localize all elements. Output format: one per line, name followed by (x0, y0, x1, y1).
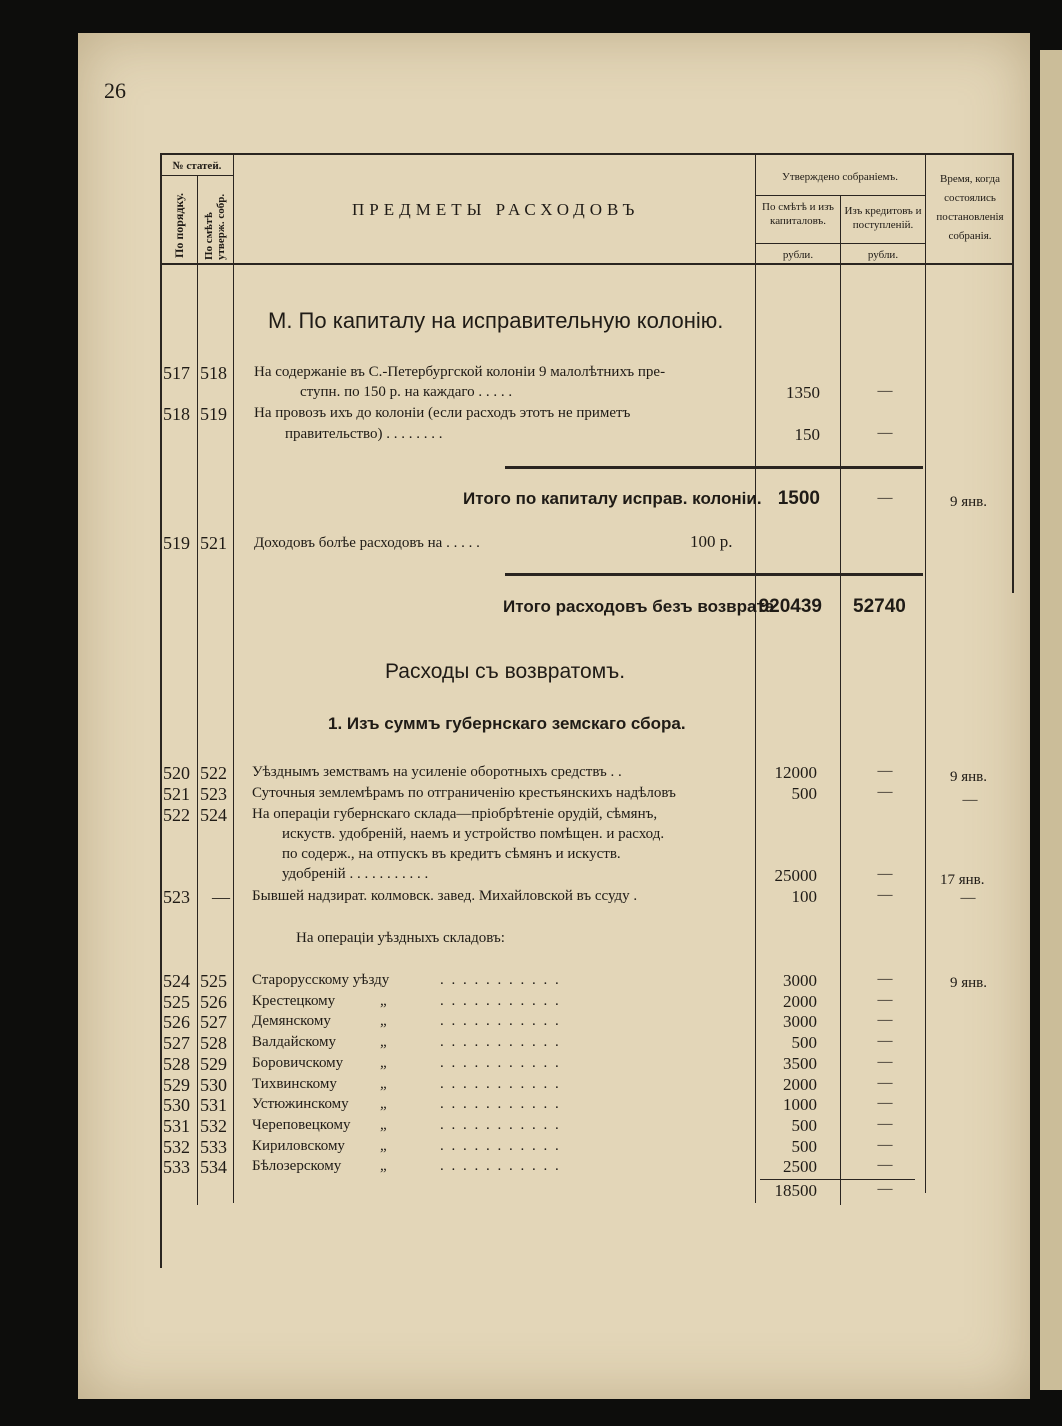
district-row-name: Бѣлозерскому (252, 1158, 342, 1174)
district-row-v1: 500 (791, 1116, 817, 1135)
district-row-v2: — (877, 1012, 893, 1028)
row-522-n1: 522 (163, 805, 190, 825)
district-row-n2: 534 (200, 1157, 227, 1177)
district-row-n1: 527 (163, 1033, 190, 1053)
district-row-ditto: „ (380, 1013, 387, 1029)
row-519-n2: 521 (200, 533, 227, 553)
district-row-name: Валдайскому (252, 1034, 336, 1050)
district-row-n1: 533 (163, 1157, 190, 1177)
row-521-text: Суточныя землемѣрамъ по отграниченію крестьянскихъ надѣловъ (252, 785, 676, 801)
district-row-leader-dots: . . . . . . . . . . . (440, 1076, 561, 1092)
section-m-total-v2: — (877, 490, 893, 506)
row-517-v1: 1350 (786, 383, 820, 402)
row-518-n1: 518 (163, 404, 190, 424)
col-estimate-label: По смѣтѣ утверж. собр. (203, 193, 227, 260)
district-row-n2: 532 (200, 1116, 227, 1136)
district-row-ditto: „ (380, 1117, 387, 1133)
row-517-n1: 517 (163, 363, 190, 383)
districts-total-v2: — (877, 1181, 893, 1197)
row-518-v1: 150 (794, 425, 820, 444)
row-521-date: — (962, 792, 978, 808)
row-519-amount: 100 р. (690, 532, 733, 551)
row-522-text-3: по содерж., на отпускъ въ кредитъ сѣмянъ и искуств. (282, 846, 621, 862)
district-row-leader-dots: . . . . . . . . . . . (440, 993, 561, 1009)
district-row-v2: — (877, 1137, 893, 1153)
district-row-name: Демянскому (252, 1013, 331, 1029)
row-517-n2: 518 (200, 363, 227, 383)
district-row-n2: 525 (200, 971, 227, 991)
row-520-date: 9 янв. (950, 769, 988, 785)
row-523-n1: 523 (163, 887, 190, 907)
returnable-title: Расходы съ возвратомъ. (385, 660, 626, 683)
district-row-ditto: „ (380, 1076, 387, 1092)
row-521-v2: — (877, 784, 893, 800)
district-row-ditto: „ (380, 1034, 387, 1050)
table-top-rule (160, 153, 1013, 155)
district-row-leader-dots: . . . . . . . . . . . (440, 1138, 561, 1154)
district-row-n1: 525 (163, 992, 190, 1012)
district-row-v2: — (877, 1095, 893, 1111)
row-517-v2: — (877, 383, 893, 399)
grand-total-v2: 52740 (853, 596, 906, 617)
row-520-n2: 522 (200, 763, 227, 783)
row-521-n2: 523 (200, 784, 227, 804)
row-520-v2: — (877, 763, 893, 779)
district-row-n1: 528 (163, 1054, 190, 1074)
district-row-v2: — (877, 1054, 893, 1070)
row-519-n1: 519 (163, 533, 190, 553)
col-rule-credit (840, 195, 841, 1205)
district-row-n2: 527 (200, 1012, 227, 1032)
section-m-title: М. По капиталу на исправительную колонію. (268, 308, 724, 333)
row-520-text: Уѣзднымъ земствамъ на усиленіе оборотныхъ средствъ . . (252, 764, 622, 780)
district-row-v1: 1000 (783, 1095, 817, 1114)
header-bottom-rule (160, 263, 1013, 265)
district-row-v1: 2000 (783, 992, 817, 1011)
district-row-name: Старорусскому уѣзду (252, 972, 390, 988)
district-row-name: Кириловскому (252, 1138, 345, 1154)
districts-date: 9 янв. (950, 975, 988, 991)
row-522-v2: — (877, 866, 893, 882)
row-523-v1: 100 (791, 887, 817, 906)
district-row-ditto: „ (380, 1096, 387, 1112)
district-row-ditto: „ (380, 1158, 387, 1174)
district-row-ditto: „ (380, 1138, 387, 1154)
grand-total-rule (505, 573, 923, 576)
districts-total-v1: 18500 (774, 1181, 817, 1200)
row-522-text-1: На операціи губернскаго склада—пріобрѣтеніе орудій, сѣмянъ, (252, 806, 658, 822)
district-row-n1: 524 (163, 971, 190, 991)
row-522-date: 17 янв. (940, 872, 985, 888)
section-m-total-label: Итого по капиталу исправ. колоніи. (463, 489, 762, 508)
district-row-leader-dots: . . . . . . . . . . . (440, 1096, 561, 1112)
district-row-name: Тихвинскому (252, 1076, 337, 1092)
district-row-leader-dots: . . . . . . . . . . . (440, 1034, 561, 1050)
district-row-v2: — (877, 1033, 893, 1049)
col-order-label: По порядку. (172, 192, 186, 258)
district-row-n2: 528 (200, 1033, 227, 1053)
row-518-text-2: правительство) . . . . . . . . (285, 426, 443, 442)
row-518-text-1: На провозъ ихъ до колоніи (если расходъ этотъ не приметъ (254, 405, 631, 421)
page-number: 26 (104, 78, 126, 103)
rubles-label-2: рубли. (867, 249, 899, 261)
districts-total-rule (760, 1179, 915, 1180)
district-row-ditto: „ (380, 993, 387, 1009)
district-row-name: Боровичскому (252, 1055, 344, 1071)
articles-label: № статей. (172, 160, 222, 172)
row-522-v1: 25000 (774, 866, 817, 885)
grand-total-v1: 920439 (758, 596, 822, 617)
row-520-n1: 520 (163, 763, 190, 783)
district-row-n2: 529 (200, 1054, 227, 1074)
credit-header: Изъ кредитовъ и поступленій. (844, 205, 922, 231)
district-row-v2: — (877, 1116, 893, 1132)
row-517-text-2: ступн. по 150 р. на каждаго . . . . . (300, 384, 513, 400)
row-518-n2: 519 (200, 404, 227, 424)
row-521-v1: 500 (791, 784, 817, 803)
capital-header: По смѣтѣ и изъ капиталовъ. (762, 201, 834, 227)
row-522-date-dash: — (960, 890, 976, 906)
district-row-n1: 529 (163, 1075, 190, 1095)
returnable-subtitle: 1. Изъ суммъ губернскаго земскаго сбора. (328, 714, 686, 733)
district-row-leader-dots: . . . . . . . . . . . (440, 1013, 561, 1029)
district-row-leader-dots: . . . . . . . . . . . (440, 1117, 561, 1133)
district-row-name: Крестецкому (252, 993, 336, 1009)
district-row-leader-dots: . . . . . . . . . . . (440, 1158, 561, 1174)
row-523-n2: — (212, 887, 230, 907)
district-row-leader-dots: . . . . . . . . . . . (440, 972, 561, 988)
district-row-n2: 530 (200, 1075, 227, 1095)
rubles-label-1: рубли. (782, 249, 814, 261)
district-row-v1: 3000 (783, 971, 817, 990)
subtotal-rule (505, 466, 923, 469)
row-519-text: Доходовъ болѣе расходовъ на . . . . . (254, 535, 480, 551)
district-row-n2: 526 (200, 992, 227, 1012)
row-517-text-1: На содержаніе въ С.-Петербургской колоніи 9 малолѣтнихъ пре- (254, 364, 666, 380)
col-rule-left (160, 153, 162, 1268)
approved-header: Утверждено собраніемъ. (782, 171, 898, 183)
district-row-v1: 2000 (783, 1075, 817, 1094)
approved-rule (755, 195, 925, 196)
district-row-n1: 531 (163, 1116, 190, 1136)
districts-label: На операціи уѣздныхъ складовъ: (296, 930, 505, 946)
district-row-v1: 500 (791, 1137, 817, 1156)
row-521-n1: 521 (163, 784, 190, 804)
row-522-text-2: искуств. удобреній, наемъ и устройство помѣщен. и расход. (282, 826, 665, 842)
row-522-n2: 524 (200, 805, 227, 825)
articles-rule (160, 175, 233, 176)
district-row-v2: — (877, 992, 893, 1008)
district-row-n2: 533 (200, 1137, 227, 1157)
col-rule-right (1012, 153, 1014, 593)
district-row-n1: 530 (163, 1095, 190, 1115)
section-m-total-date: 9 янв. (950, 494, 988, 510)
district-row-v2: — (877, 1157, 893, 1173)
col-rule-estimate (233, 153, 234, 1203)
district-row-n1: 532 (163, 1137, 190, 1157)
district-row-v1: 3500 (783, 1054, 817, 1073)
time-header: Время, когда состоялись постановленія собранія. (936, 173, 1004, 242)
row-522-text-4: удобреній . . . . . . . . . . . (282, 866, 429, 882)
next-page-edge (1040, 50, 1062, 1390)
section-m-total-v1: 1500 (777, 488, 820, 509)
district-row-ditto: „ (380, 1055, 387, 1071)
row-523-v2: — (877, 887, 893, 903)
district-row-name: Устюжинскому (252, 1096, 349, 1112)
district-row-v2: — (877, 971, 893, 987)
row-520-v1: 12000 (774, 763, 817, 782)
district-row-name: Череповецкому (252, 1117, 351, 1133)
district-row-v1: 3000 (783, 1012, 817, 1031)
row-523-text: Бывшей надзират. колмовск. завед. Михайловской въ ссуду . (252, 888, 638, 904)
district-row-v1: 500 (791, 1033, 817, 1052)
district-row-leader-dots: . . . . . . . . . . . (440, 1055, 561, 1071)
district-row-v1: 2500 (783, 1157, 817, 1176)
row-518-v2: — (877, 425, 893, 441)
district-row-v2: — (877, 1075, 893, 1091)
rubles-rule (755, 243, 925, 244)
district-row-n2: 531 (200, 1095, 227, 1115)
subjects-header: ПРЕДМЕТЫ РАСХОДОВЪ (352, 200, 640, 219)
district-row-n1: 526 (163, 1012, 190, 1032)
col-rule-time (925, 153, 926, 1193)
col-rule-order (197, 175, 198, 1205)
grand-total-label: Итого расходовъ безъ возврата (503, 597, 775, 616)
